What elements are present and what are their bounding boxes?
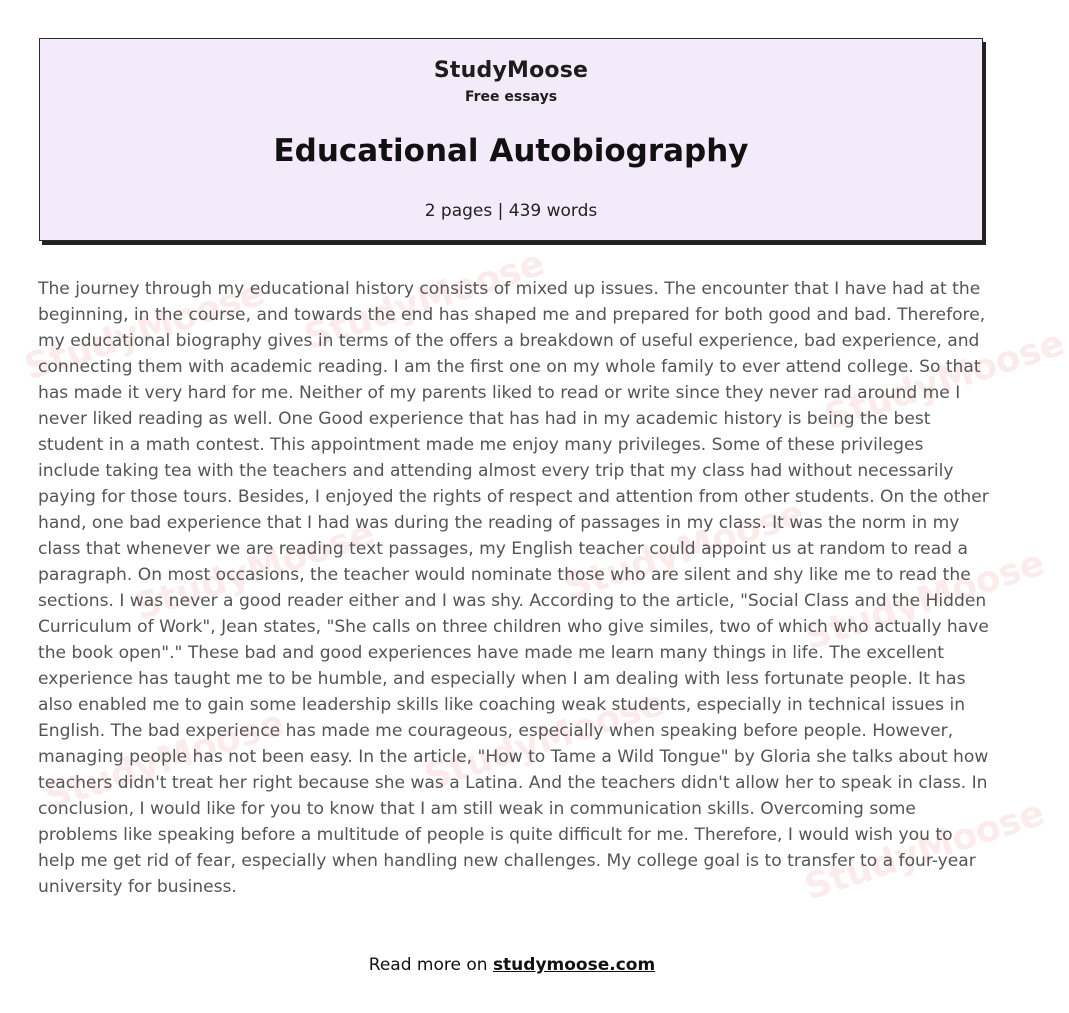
header-box	[39, 38, 983, 241]
document-title: Educational Autobiography	[273, 133, 749, 169]
essay-body: The journey through my educational history consists of mixed up issues. The encounter that I have had at the beginning, in the course, and towards the end has shaped me and prepared for both good and bad. Therefore, my educational biography gives in terms of the offers a breakdown of useful experience, bad experience, and connecting them with academic reading. I am the first one on my whole family to ever attend college. So that has made it very hard for me. Neither of my parents liked to read or write since they never rad around me I never liked reading as well. One Good experience that has had in my academic history is being the best student in a math contest. This appointment made me enjoy many privileges. Some of these privileges include taking tea with the teachers and attending almost every trip that my class had without necessarily paying for those tours. Besides, I enjoyed the rights of respect and attention from other students. On the other hand, one bad experience that I had was during the reading of passages in my class. It was the norm in my class that whenever we are reading text passages, my English teacher could appoint us at random to read a paragraph. On most occasions, the teacher would nominate those who are silent and shy like me to read the sections. I was never a good reader either and I was shy. According to the article, "Social Class and the Hidden Curriculum of Work", Jean states, "She calls on three children who give similes, two of which who actually have the book open"." These bad and good experiences have made me learn many things in life. The excellent experience has taught me to be humble, and especially when I am dealing with less fortunate people. It has also enabled me to gain some leadership skills like coaching weak students, especially in technical issues in English. The bad experience has made me courageous, especially when speaking before people. However, managing people has not been easy. In the article, "How to Tame a Wild Tongue" by Gloria she talks about how teachers didn't treat her right because she was a Latina. And the teachers didn't allow her to speak in class. In conclusion, I would like for you to know that I am still weak in communication skills. Overcoming some problems like speaking before a multitude of people is quite difficult for me. Therefore, I would wish you to help me get rid of fear, especially when handling new challenges. My college goal is to transfer to a four-year university for business.	[38, 279, 989, 897]
watermark: StudyMoose	[799, 542, 1050, 659]
watermark: StudyMoose	[39, 702, 290, 819]
watermark: StudyMoose	[799, 792, 1050, 909]
watermark: StudyMoose	[299, 242, 550, 359]
read-more-label: Read more on	[368, 955, 493, 975]
watermark: StudyMoose	[19, 272, 270, 389]
brand-tagline: Free essays	[464, 89, 558, 105]
watermark: StudyMoose	[129, 512, 380, 629]
read-more-footer	[0, 955, 1024, 975]
document-meta: 2 pages | 439 words	[424, 201, 598, 221]
watermark: StudyMoose	[559, 492, 810, 609]
watermark: StudyMoose	[819, 322, 1069, 439]
brand-logo: StudyMoose	[433, 58, 589, 83]
watermark: StudyMoose	[419, 682, 670, 799]
studymoose-link[interactable]: studymoose.com	[492, 955, 656, 975]
